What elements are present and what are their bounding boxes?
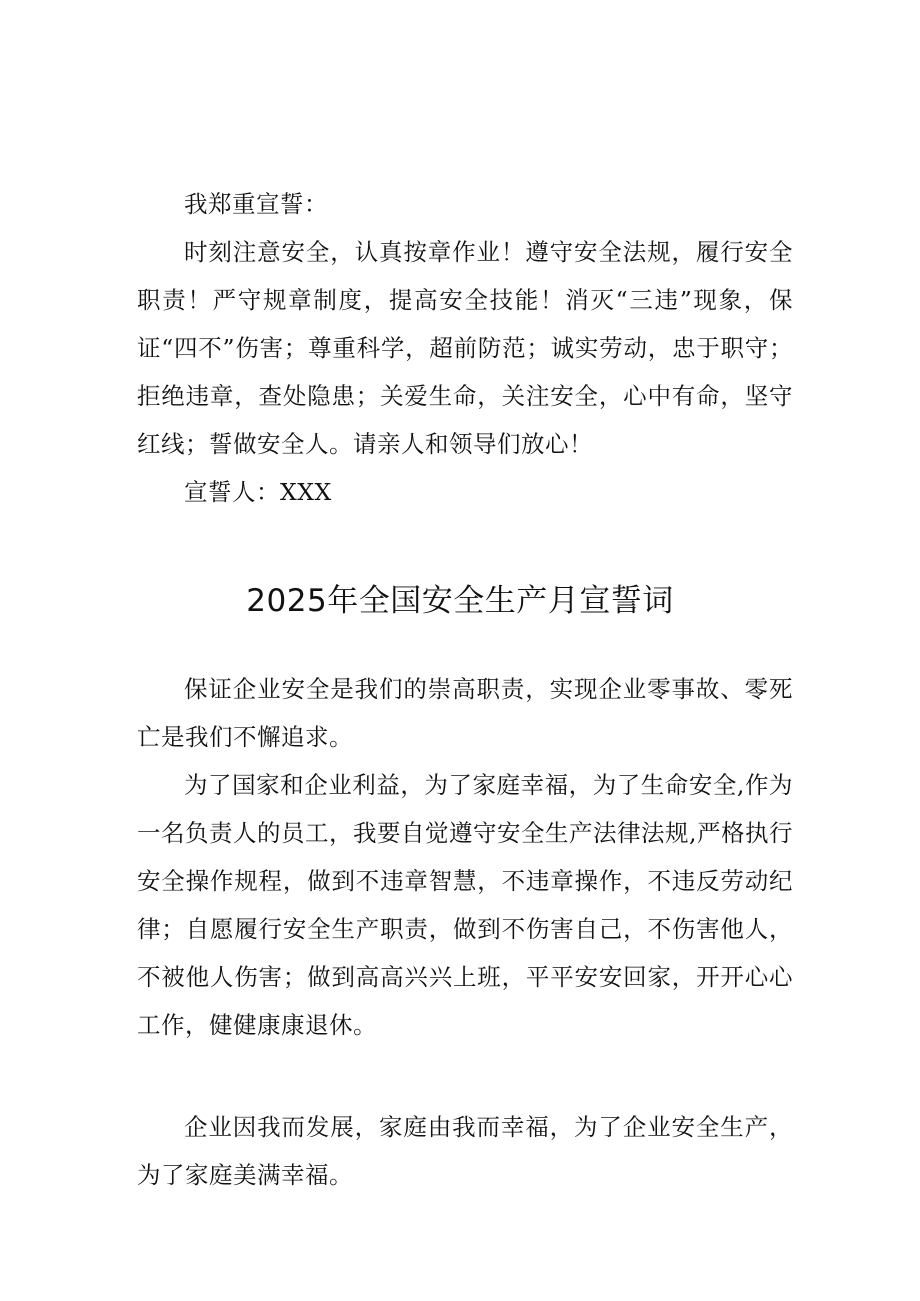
document-title: 2025年全国安全生产月宣誓词: [246, 583, 674, 619]
pledge-closing-section: [137, 1103, 793, 1199]
oath-signature: 宣誓人：XXX: [184, 478, 332, 506]
oath-section: [137, 180, 793, 516]
pledge-paragraph-2: 为了国家和企业利益，为了家庭幸福，为了生命安全,作为一名负责人的员工，我要自觉遵守安全生产法律法规,严格执行安全操作规程，做到不违章智慧，不违章操作，不违反劳动纪律；自愿履行安全生产职责，做到不伤害自己，不伤害他人，不被他人伤害；做到高高兴兴上班，平平安安回家，开开心心工作，健健康康退休。: [137, 771, 793, 1039]
oath-intro: 我郑重宣誓：: [184, 190, 328, 218]
pledge-section: [137, 665, 793, 1049]
oath-body: 时刻注意安全，认真按章作业！遵守安全法规，履行安全职责！严守规章制度，提高安全技能！消灭“三违”现象，保证“四不”伤害；尊重科学，超前防范；诚实劳动，忠于职守；拒绝违章，查处隐患；关爱生命，关注安全，心中有命，坚守红线；誓做安全人。请亲人和领导们放心！: [137, 238, 793, 458]
pledge-paragraph-1: 保证企业安全是我们的崇高职责，实现企业零事故、零死亡是我们不懈追求。: [137, 675, 793, 751]
pledge-paragraph-3: 企业因我而发展，家庭由我而幸福，为了企业安全生产，为了家庭美满幸福。: [137, 1113, 793, 1189]
